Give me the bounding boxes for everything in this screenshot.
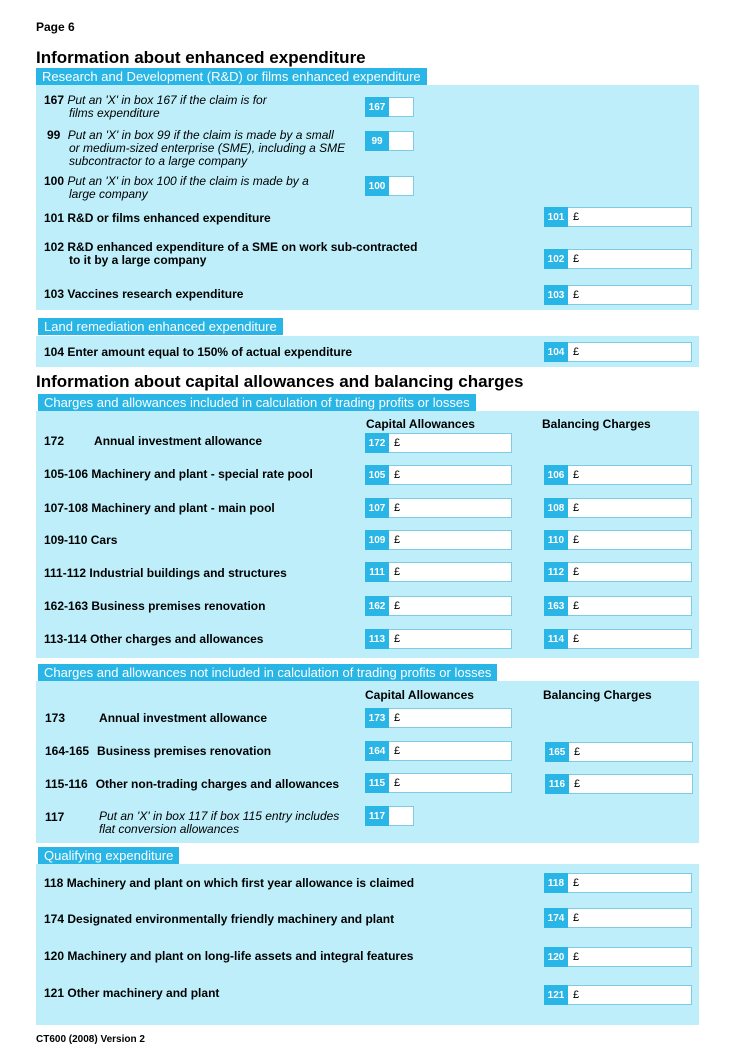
row-172: 172 Annual investment allowance xyxy=(44,434,263,448)
box-104-amount-field[interactable]: 104 £ xyxy=(544,342,692,362)
currency-symbol[interactable]: £ xyxy=(389,773,512,793)
currency-symbol[interactable]: £ xyxy=(389,708,512,728)
box-100-checkbox[interactable]: 100 xyxy=(365,176,414,196)
enhanced-expenditure-heading: Information about enhanced expenditure xyxy=(36,48,366,67)
box-120-label: 120 Machinery and plant on long-life assets and integral features xyxy=(44,949,414,963)
box-118-label: 118 Machinery and plant on which first year allowance is claimed xyxy=(44,876,415,890)
box-114-balancing-field[interactable]: 114 £ xyxy=(544,629,692,649)
row-105-106: 105-106 Machinery and plant - special rate pool xyxy=(44,467,313,481)
box-167-checkbox[interactable]: 167 xyxy=(365,97,414,117)
box-108-balancing-field[interactable]: 108 £ xyxy=(544,498,692,518)
box-101-amount-field[interactable]: 101 £ xyxy=(544,207,692,227)
box-121-amount-field[interactable]: 121 £ xyxy=(544,985,692,1005)
capital-allowances-heading: Information about capital allowances and balancing charges xyxy=(36,372,524,391)
row-162-163: 162-163 Business premises renovation xyxy=(44,599,266,613)
box-109-capital-field[interactable]: 109 £ xyxy=(365,530,512,550)
row-111-112: 111-112 Industrial buildings and structures xyxy=(44,566,287,580)
currency-symbol[interactable]: £ xyxy=(389,629,512,649)
box-99-instruction: 99 Put an 'X' in box 99 if the claim is made by a small or medium-sized enterprise (SME), including a SME subcontractor to a large company xyxy=(47,128,346,168)
box-102-amount-field[interactable]: 102 £ xyxy=(544,249,692,269)
box-112-balancing-field[interactable]: 112 £ xyxy=(544,562,692,582)
currency-symbol[interactable]: £ xyxy=(568,207,692,227)
box-100-instruction: 100 Put an 'X' in box 100 if the claim is made by a large company xyxy=(44,174,309,201)
box-121-label: 121 Other machinery and plant xyxy=(44,986,220,1000)
box-116-balancing-field[interactable]: 116 £ xyxy=(545,774,693,794)
box-117-checkbox[interactable]: 117 xyxy=(365,806,414,826)
box-167-instruction: 167 Put an 'X' in box 167 if the claim is for films expenditure xyxy=(44,93,267,120)
land-remediation-tab: Land remediation enhanced expenditure xyxy=(38,318,283,335)
capital-allowances-column-header: Capital Allowances xyxy=(365,688,474,702)
box-99-checkbox[interactable]: 99 xyxy=(365,131,414,151)
currency-symbol[interactable]: £ xyxy=(568,530,692,550)
page-number: Page 6 xyxy=(36,20,75,34)
currency-symbol[interactable]: £ xyxy=(568,285,692,305)
box-173-capital-field[interactable]: 173 £ xyxy=(365,708,512,728)
box-101-label: 101 R&D or films enhanced expenditure xyxy=(44,211,271,225)
form-version-footer: CT600 (2008) Version 2 xyxy=(36,1034,145,1045)
capital-allowances-column-header: Capital Allowances xyxy=(366,417,475,431)
row-117-code: 117 xyxy=(45,810,65,824)
row-173: 173 Annual investment allowance xyxy=(45,711,268,725)
currency-symbol[interactable]: £ xyxy=(569,774,693,794)
box-162-capital-field[interactable]: 162 £ xyxy=(365,596,512,616)
currency-symbol[interactable]: £ xyxy=(389,465,512,485)
box-164-capital-field[interactable]: 164 £ xyxy=(365,741,512,761)
currency-symbol[interactable]: £ xyxy=(389,498,512,518)
box-111-capital-field[interactable]: 111 £ xyxy=(365,562,512,582)
not-included-charges-tab: Charges and allowances not included in calculation of trading profits or losses xyxy=(38,664,497,681)
currency-symbol[interactable]: £ xyxy=(389,530,512,550)
currency-symbol[interactable]: £ xyxy=(568,947,692,967)
row-115-116: 115-116 Other non-trading charges and allowances xyxy=(45,777,340,791)
row-107-108: 107-108 Machinery and plant - main pool xyxy=(44,501,275,515)
box-115-capital-field[interactable]: 115 £ xyxy=(365,773,512,793)
currency-symbol[interactable]: £ xyxy=(568,908,692,928)
currency-symbol[interactable]: £ xyxy=(389,596,512,616)
row-164-165: 164-165 Business premises renovation xyxy=(45,744,272,758)
rd-section-tab: Research and Development (R&D) or films enhanced expenditure xyxy=(36,68,427,85)
currency-symbol[interactable]: £ xyxy=(568,249,692,269)
box-103-label: 103 Vaccines research expenditure xyxy=(44,287,244,301)
box-120-amount-field[interactable]: 120 £ xyxy=(544,947,692,967)
box-174-amount-field[interactable]: 174 £ xyxy=(544,908,692,928)
box-174-label: 174 Designated environmentally friendly machinery and plant xyxy=(44,912,395,926)
box-106-balancing-field[interactable]: 106 £ xyxy=(544,465,692,485)
currency-symbol[interactable]: £ xyxy=(568,629,692,649)
qualifying-expenditure-tab: Qualifying expenditure xyxy=(38,847,179,864)
row-109-110: 109-110 Cars xyxy=(44,533,118,547)
box-110-balancing-field[interactable]: 110 £ xyxy=(544,530,692,550)
currency-symbol[interactable]: £ xyxy=(389,433,512,453)
box-103-amount-field[interactable]: 103 £ xyxy=(544,285,692,305)
box-105-capital-field[interactable]: 105 £ xyxy=(365,465,512,485)
currency-symbol[interactable]: £ xyxy=(568,465,692,485)
box-117-instruction: Put an 'X' in box 117 if box 115 entry includes flat conversion allowances xyxy=(99,809,340,836)
currency-symbol[interactable]: £ xyxy=(568,342,692,362)
included-charges-tab: Charges and allowances included in calculation of trading profits or losses xyxy=(38,394,476,411)
box-172-capital-field[interactable]: 172 £ xyxy=(365,433,512,453)
balancing-charges-column-header: Balancing Charges xyxy=(543,688,652,702)
box-118-amount-field[interactable]: 118 £ xyxy=(544,873,692,893)
row-113-114: 113-114 Other charges and allowances xyxy=(44,632,264,646)
balancing-charges-column-header: Balancing Charges xyxy=(542,417,651,431)
box-102-label: 102 R&D enhanced expenditure of a SME on work sub-contracted to it by a large company xyxy=(44,240,418,267)
box-113-capital-field[interactable]: 113 £ xyxy=(365,629,512,649)
box-107-capital-field[interactable]: 107 £ xyxy=(365,498,512,518)
currency-symbol[interactable]: £ xyxy=(389,562,512,582)
box-104-label: 104 Enter amount equal to 150% of actual expenditure xyxy=(44,345,353,359)
currency-symbol[interactable]: £ xyxy=(568,498,692,518)
currency-symbol[interactable]: £ xyxy=(389,741,512,761)
currency-symbol[interactable]: £ xyxy=(568,985,692,1005)
currency-symbol[interactable]: £ xyxy=(569,742,693,762)
box-165-balancing-field[interactable]: 165 £ xyxy=(545,742,693,762)
currency-symbol[interactable]: £ xyxy=(568,873,692,893)
box-163-balancing-field[interactable]: 163 £ xyxy=(544,596,692,616)
currency-symbol[interactable]: £ xyxy=(568,596,692,616)
currency-symbol[interactable]: £ xyxy=(568,562,692,582)
